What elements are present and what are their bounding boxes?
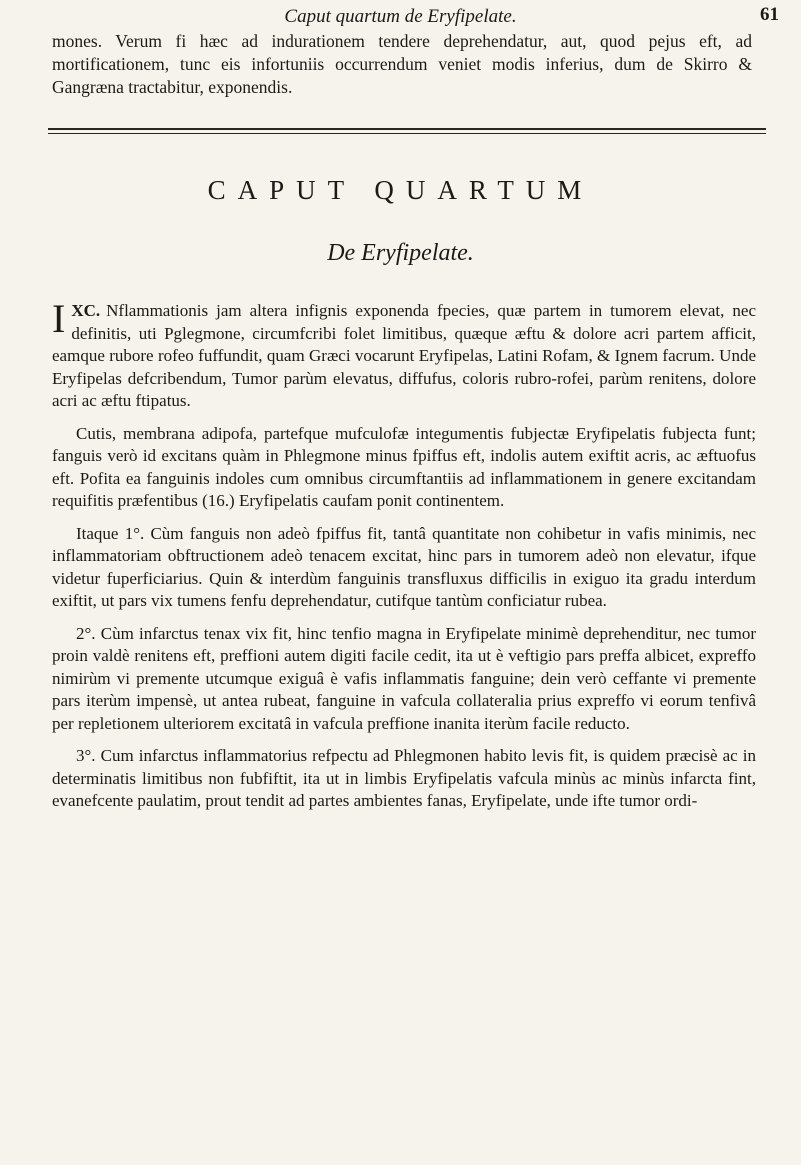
divider-rule [48, 128, 766, 130]
chapter-subtitle: De Eryfipelate. [327, 240, 474, 266]
page-number: 61 [760, 4, 779, 25]
intro-paragraph: mones. Verum fi hæc ad indurationem tendere deprehendatur, aut, quod pejus eft, ad mortificationem, tunc eis infortuniis occurrendum veniet modis inferius, dum de Skirro & Gangræna tractabitur, exponendis. [52, 31, 752, 97]
divider-rule-thin [48, 133, 766, 134]
paragraph-4: 2°. Cùm infarctus tenax vix fit, hinc tenfio magna in Eryfipelate minimè deprehenditur, nec tumor proin valdè renitens eft, preffioni autem digiti facile cedit, ita ut è veftigio pars preffa albicet, expreffo nimirùm vi premente utcumque exiguâ è vafis inflammatis fanguine; dein verò ceffante vi premente pars iterùm impensè, ut antea rubeat, fanguine in vafcula collateralia prius expreffo vi eorum tenfivâ per repletionem ulteriorem excitatâ in vafcula preffione inanita iterùm facile reducto. [52, 623, 756, 733]
chapter-title: CAPUT QUARTUM [207, 175, 594, 205]
paragraph-text: Nflammationis jam altera infignis exponenda fpecies, quæ partem in tumorem elevat, nec definitis, uti Pglegmone, circumfcribi folet limitibus, quæque æftu & dolore acri partem afficit, eamque rubore rofeo fuffundit, quam Græci vocarunt Eryfipelas, Latini Rofam, & Ignem facrum. Unde Eryfipelas defcribendum, Tumor parùm elevatus, diffufus, coloris rubro-rofei, parùm renitens, dolore acri ac æftu ftipatus. [52, 301, 756, 410]
chapter-body [52, 296, 756, 823]
paragraph-xc [52, 296, 756, 413]
section-number: XC. [71, 301, 101, 320]
paragraph-5: 3°. Cum infarctus inflammatorius refpectu ad Phlegmonen habito levis fit, is quidem præcisè ac in determinatis limitibus non fubfiftit, ita ut in limbis Eryfipelatis vafcula minùs ac minùs infarcta fint, evanefcente paulatim, prout tendit ad partes ambientes fanas, Eryfipelate, unde ifte tumor ordi- [52, 746, 756, 810]
paragraph-2: Cutis, membrana adipofa, partefque mufculofæ integumentis fubjectæ Eryfipelatis fubjecta funt; fanguis verò id excitans quàm in Phlegmone minus fpiffus eft, indolis autem exiftit acris, ac æftuofus eft. Pofita ea fanguinis indoles cum omnibus circumftantiis ad inflammationem in genere excitandam requifitis præfentibus (16.) Eryfipelatis caufam ponit continentem. [52, 423, 756, 510]
drop-cap: I [52, 296, 66, 341]
running-head: Caput quartum de Eryfipelate. [284, 6, 517, 27]
paragraph-3: Itaque 1°. Cùm fanguis non adeò fpiffus fit, tantâ quantitate non cohibetur in vafis minimis, nec inflammatoriam obftructionem adeò tenacem excitat, hinc pars in tumorem adeò non elevatur, ifque videtur fuperficiarius. Quin & interdùm fanguinis transfluxus difficilis in exiguo ita gradu interdum exiftit, ut pars vix tumens fenfu deprehendatur, cutifque tantùm conficiatur rubea. [52, 523, 756, 610]
